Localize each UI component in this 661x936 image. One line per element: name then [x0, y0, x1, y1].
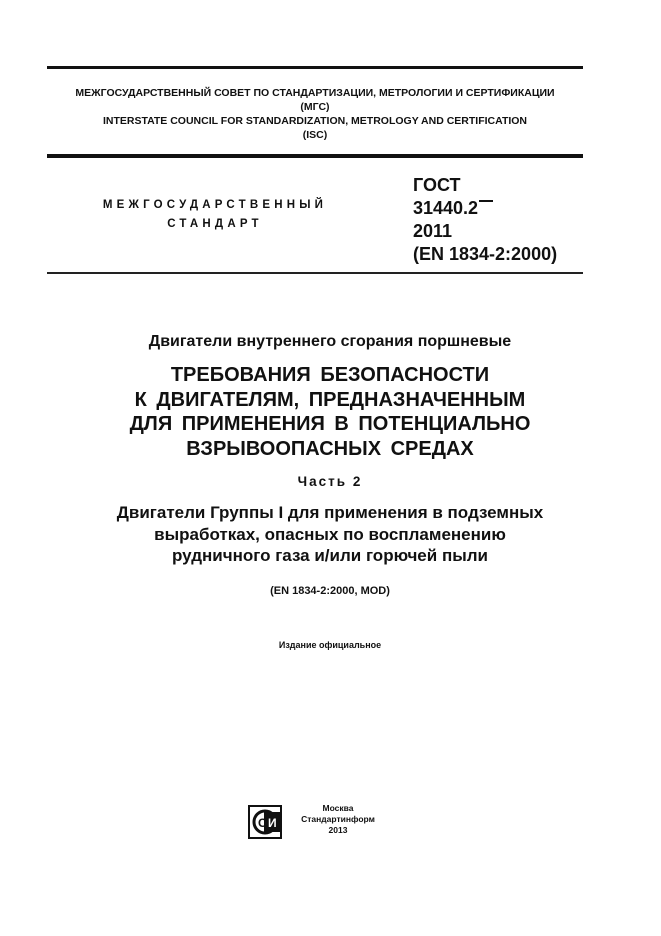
title-line: ДЛЯ ПРИМЕНЕНИЯ В ПОТЕНЦИАЛЬНО [129, 413, 531, 435]
modification-reference: (EN 1834-2:2000, MOD) [270, 585, 390, 597]
council-block [47, 86, 583, 142]
gost-designation [413, 174, 557, 266]
standartinform-logo-icon [248, 805, 282, 839]
top-rule [47, 66, 583, 69]
council-en-name: INTERSTATE COUNCIL FOR STANDARDIZATION, METROLOGY AND CERTIFICATION [102, 115, 528, 127]
official-edition-label: Издание официальное [278, 640, 382, 650]
header-divider [47, 154, 583, 158]
council-ru-name: МЕЖГОСУДАРСТВЕННЫЙ СОВЕТ ПО СТАНДАРТИЗАЦИИ, МЕТРОЛОГИИ И СЕРТИФИКАЦИИ [75, 87, 555, 99]
document-title [40, 363, 620, 461]
svg-text:С: С [258, 816, 267, 830]
part-label: Часть 2 [297, 474, 363, 489]
gost-number-line [413, 197, 557, 220]
council-en-abbr: (ISC) [302, 129, 328, 141]
publisher-city: Москва [322, 803, 354, 813]
title-line: ТРЕБОВАНИЯ БЕЗОПАСНОСТИ [170, 364, 490, 386]
standard-line: СТАНДАРТ [167, 218, 263, 230]
part-title-line: рудничного газа и/или горючей пыли [172, 546, 488, 565]
svg-text:И: И [268, 816, 277, 830]
interstate-standard-label [80, 196, 350, 234]
gost-number: 31440.2 [413, 198, 479, 218]
publisher-block [288, 803, 388, 836]
document-subtitle: Двигатели внутреннего сгорания поршневые [148, 333, 512, 350]
gost-label: ГОСТ [413, 175, 461, 195]
title-line: ВЗРЫВООПАСНЫХ СРЕДАХ [186, 437, 474, 460]
title-line: К ДВИГАТЕЛЯМ, ПРЕДНАЗНАЧЕННЫМ [134, 388, 526, 411]
dash-glyph [479, 200, 493, 202]
publisher-year: 2013 [328, 825, 348, 835]
part-title-line: Двигатели Группы I для применения в подземных [116, 503, 544, 522]
designation-divider [47, 272, 583, 274]
gost-en-ref: (EN 1834-2:2000) [413, 244, 558, 264]
gost-year: 2011 [413, 221, 453, 241]
publisher-name: Стандартинформ [301, 814, 375, 824]
part-title-line: выработках, опасных по воспламенению [154, 524, 506, 544]
part-title [40, 502, 620, 567]
council-ru-abbr: (МГС) [300, 101, 330, 113]
interstate-line: МЕЖГОСУДАРСТВЕННЫЙ [102, 199, 328, 211]
